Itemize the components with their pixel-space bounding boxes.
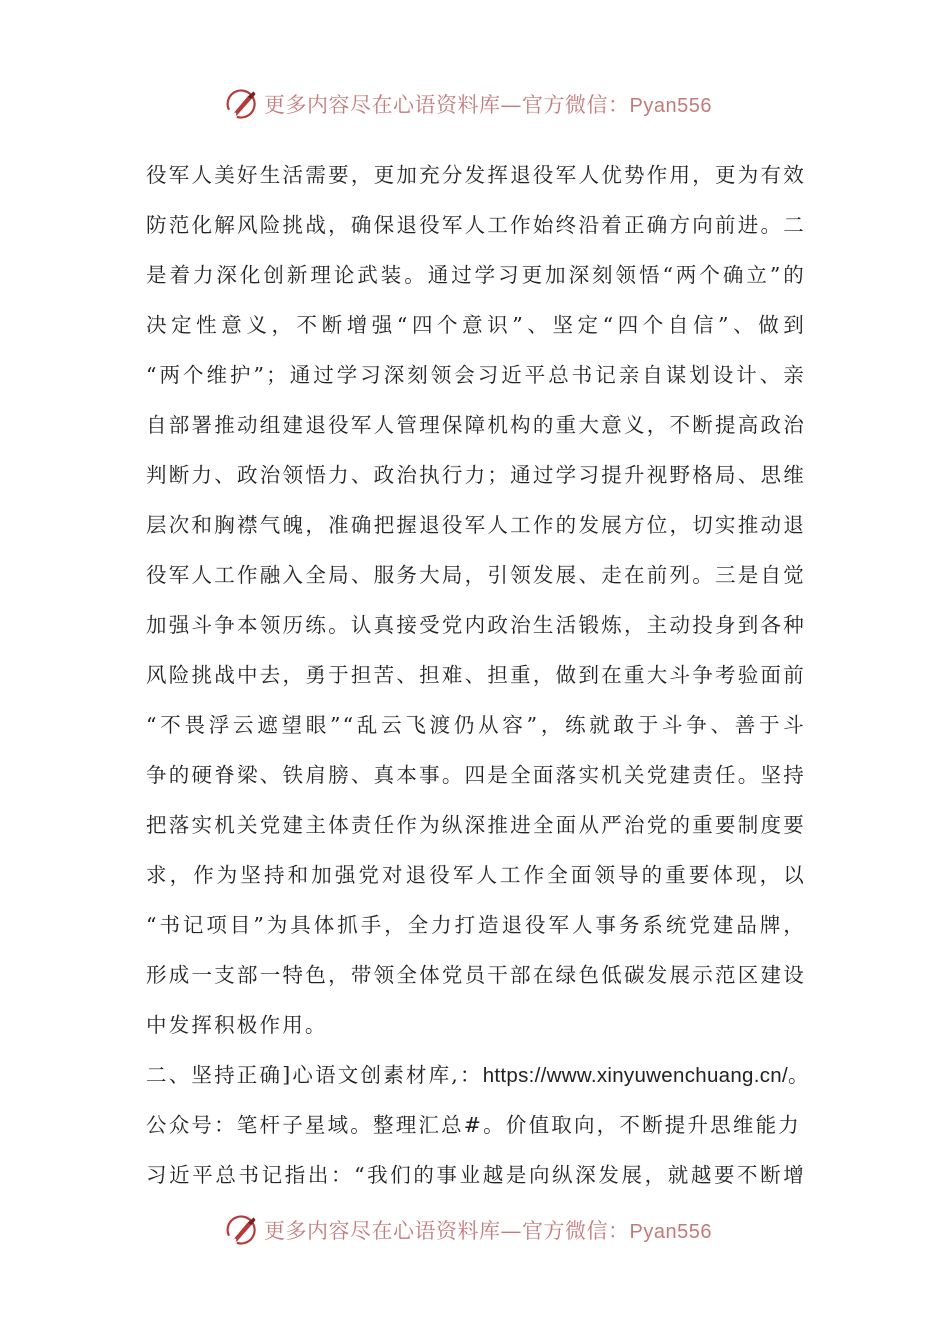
body-line: 役军人美好生活需要，更加充分发挥退役军人优势作用，更为有效	[146, 163, 806, 187]
heading-url: https://www.xinyuwenchuang.cn/	[482, 1064, 788, 1087]
body-line: 役军人工作融入全局、服务大局，引领发展、走在前列。三是自觉	[146, 563, 806, 587]
fountain-pen-logo-icon	[224, 1212, 260, 1248]
body-line: 加强斗争本领历练。认真接受党内政治生活锻炼，主动投身到各种	[146, 613, 806, 637]
body-line: 风险挑战中去，勇于担苦、担难、担重，做到在重大斗争考验面前	[146, 663, 806, 687]
fountain-pen-logo-icon	[224, 86, 260, 122]
heading-suffix: 。	[788, 1063, 811, 1087]
section-heading-line2: 公众号：笔杆子星域。整理汇总#。价值取向，不断提升思维能力	[146, 1113, 801, 1137]
body-line: 中发挥积极作用。	[146, 1013, 328, 1037]
watermark-text: 更多内容尽在心语资料库—官方微信：Pyan556	[264, 93, 712, 117]
body-line: 判断力、政治领悟力、政治执行力；通过学习提升视野格局、思维	[146, 463, 806, 487]
body-line: 层次和胸襟气魄，准确把握退役军人工作的发展方位，切实推动退	[146, 513, 806, 537]
body-line: 求，作为坚持和加强党对退役军人工作全面领导的重要体现，以	[146, 863, 806, 887]
body-line: “两个维护”；通过学习深刻领会习近平总书记亲自谋划设计、亲	[146, 363, 806, 387]
body-line: 防范化解风险挑战，确保退役军人工作始终沿着正确方向前进。二	[146, 213, 806, 237]
footer-watermark	[0, 1210, 950, 1250]
watermark-text: 更多内容尽在心语资料库—官方微信：Pyan556	[264, 1219, 712, 1243]
body-line: 把落实机关党建主体责任作为纵深推进全面从严治党的重要制度要	[146, 813, 806, 837]
body-line: 争的硬脊梁、铁肩膀、真本事。四是全面落实机关党建责任。坚持	[146, 763, 806, 787]
body-line: “书记项目”为具体抓手，全力打造退役军人事务系统党建品牌，	[146, 913, 806, 937]
body-line: 自部署推动组建退役军人管理保障机构的重大意义，不断提高政治	[146, 413, 806, 437]
section-heading	[146, 1050, 811, 1100]
body-line: 是着力深化创新理论武装。通过学习更加深刻领悟“两个确立”的	[146, 263, 806, 287]
document-body	[146, 150, 811, 1200]
body-line: “不畏浮云遮望眼”“乱云飞渡仍从容”，练就敢于斗争、善于斗	[146, 713, 806, 737]
body-line: 习近平总书记指出：“我们的事业越是向纵深发展，就越要不断增	[146, 1163, 806, 1187]
heading-prefix: 二、坚持正确]心语文创素材库,：	[146, 1063, 483, 1087]
body-line: 形成一支部一特色，带领全体党员干部在绿色低碳发展示范区建设	[146, 963, 806, 987]
body-line: 决定性意义，不断增强“四个意识”、坚定“四个自信”、做到	[146, 313, 806, 337]
header-watermark	[0, 84, 950, 124]
